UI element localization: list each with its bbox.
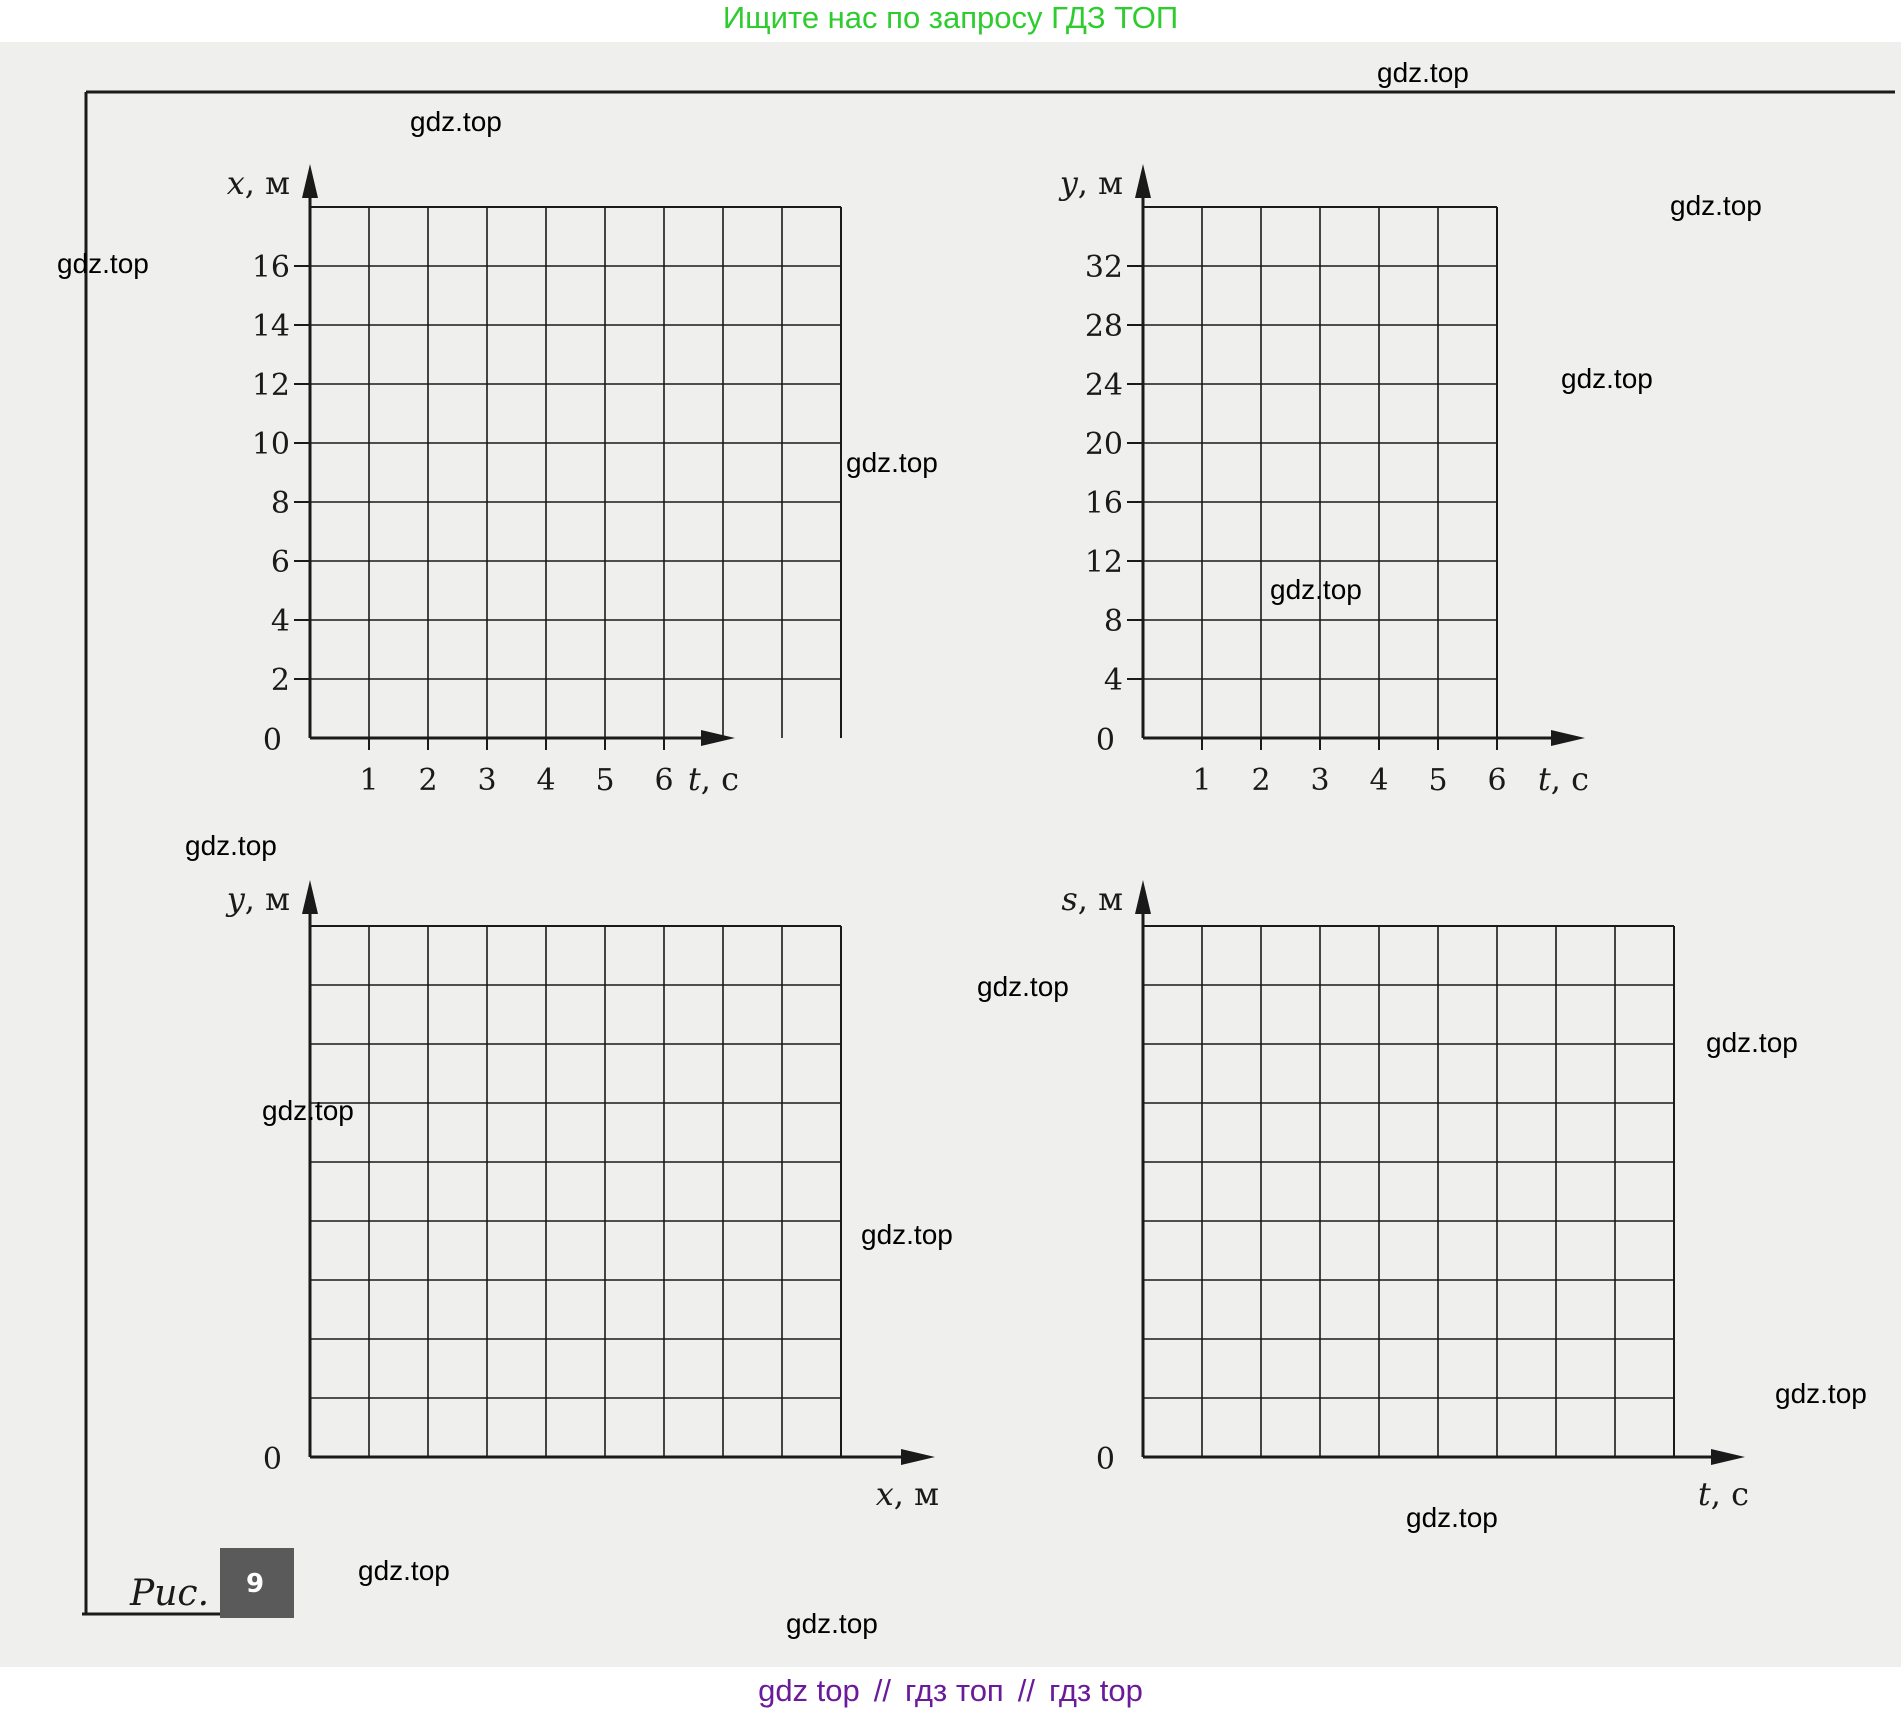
- x-axis-variable: t: [687, 760, 701, 798]
- watermark: gdz.top: [262, 1095, 354, 1126]
- origin-label: 0: [1095, 723, 1115, 758]
- watermark: gdz.top: [1377, 57, 1469, 88]
- y-tick-label: 6: [270, 545, 290, 580]
- y-axis-label: [1058, 164, 1123, 202]
- y-axis-arrow: [302, 164, 318, 198]
- x-tick-label: 5: [595, 763, 615, 798]
- x-axis-unit: , с: [700, 760, 739, 798]
- x-axis-arrow: [901, 1449, 935, 1465]
- y-tick-label: 16: [251, 250, 290, 285]
- x-axis-arrow: [1711, 1449, 1745, 1465]
- x-tick-label: 1: [1192, 763, 1212, 798]
- watermark: gdz.top: [410, 106, 502, 137]
- watermark: gdz.top: [57, 248, 149, 279]
- watermark: gdz.top: [846, 447, 938, 478]
- y-axis-variable: y: [1059, 164, 1078, 202]
- watermark: gdz.top: [1670, 190, 1762, 221]
- x-tick-label: 3: [1310, 763, 1330, 798]
- x-axis-arrow: [701, 730, 735, 746]
- x-axis-label: [1698, 1475, 1749, 1513]
- bottom-banner: [0, 1672, 1901, 1710]
- figure-number: 9: [246, 1569, 265, 1599]
- y-tick-label: 8: [1103, 604, 1123, 639]
- x-tick-label: 1: [359, 763, 379, 798]
- y-tick-label: 14: [251, 309, 290, 344]
- chart-1: [227, 164, 841, 798]
- x-tick-label: 4: [536, 763, 556, 798]
- y-tick-label: 12: [1084, 545, 1123, 580]
- chart-4: [1061, 880, 1749, 1513]
- bottom-banner-text-2: гдз топ: [905, 1673, 1004, 1708]
- watermark: gdz.top: [1706, 1027, 1798, 1058]
- x-tick-label: 4: [1369, 763, 1389, 798]
- x-axis-unit: , м: [893, 1475, 939, 1513]
- y-axis-variable: s: [1061, 880, 1078, 918]
- y-tick-label: 20: [1084, 427, 1123, 462]
- origin-label: 0: [262, 723, 282, 758]
- watermark: gdz.top: [977, 971, 1069, 1002]
- x-tick-label: 5: [1428, 763, 1448, 798]
- x-tick-label: 2: [1251, 763, 1271, 798]
- textbook-page: [0, 42, 1901, 1667]
- y-axis-variable: x: [226, 164, 245, 202]
- x-tick-label: 2: [418, 763, 438, 798]
- y-axis-unit: , м: [244, 164, 290, 202]
- y-axis-unit: , м: [244, 880, 290, 918]
- bottom-banner-separator-2: //: [1017, 1673, 1035, 1708]
- x-axis-variable: x: [875, 1475, 894, 1513]
- x-axis-unit: , с: [1550, 760, 1589, 798]
- y-axis-arrow: [1135, 164, 1151, 198]
- watermark: gdz.top: [786, 1608, 878, 1639]
- watermark: gdz.top: [861, 1219, 953, 1250]
- origin-label: 0: [1095, 1442, 1115, 1477]
- y-tick-label: 24: [1084, 368, 1123, 403]
- bottom-banner-separator-1: //: [873, 1673, 892, 1708]
- x-tick-label: 6: [1487, 763, 1507, 798]
- y-tick-label: 8: [270, 486, 290, 521]
- watermark: gdz.top: [358, 1555, 450, 1586]
- figure-9: [0, 42, 1901, 1667]
- chart-3: [225, 880, 939, 1513]
- top-banner: Ищите нас по запросу ГДЗ ТОП: [722, 0, 1179, 35]
- y-axis-label: [225, 880, 290, 918]
- y-axis-variable: y: [226, 880, 245, 918]
- y-tick-label: 10: [251, 427, 290, 462]
- x-axis-unit: , с: [1710, 1475, 1749, 1513]
- x-tick-label: 3: [477, 763, 497, 798]
- y-tick-label: 2: [270, 663, 290, 698]
- bottom-banner-text-1: gdz top: [758, 1673, 860, 1708]
- origin-label: 0: [262, 1442, 282, 1477]
- x-axis-label: [688, 760, 739, 798]
- x-axis-arrow: [1551, 730, 1585, 746]
- y-tick-label: 32: [1084, 250, 1123, 285]
- chart-2: [1058, 164, 1589, 798]
- y-axis-label: [227, 164, 290, 202]
- y-tick-label: 28: [1084, 309, 1123, 344]
- watermark: gdz.top: [1270, 574, 1362, 605]
- figure-caption-label: Рис.: [130, 1573, 210, 1614]
- y-tick-label: 12: [251, 368, 290, 403]
- x-axis-label: [876, 1475, 939, 1513]
- x-axis-label: [1538, 760, 1589, 798]
- y-tick-label: 4: [1103, 663, 1123, 698]
- x-tick-label: 6: [654, 763, 674, 798]
- y-axis-arrow: [1135, 880, 1151, 914]
- watermark: gdz.top: [1406, 1502, 1498, 1533]
- y-axis-arrow: [302, 880, 318, 914]
- y-tick-label: 4: [270, 604, 290, 639]
- y-axis-unit: , м: [1077, 880, 1123, 918]
- y-axis-label: [1061, 880, 1123, 918]
- watermark: gdz.top: [185, 830, 277, 861]
- watermark: gdz.top: [1775, 1378, 1867, 1409]
- figure-caption: [129, 1548, 294, 1618]
- x-axis-variable: t: [1697, 1475, 1711, 1513]
- watermark: gdz.top: [1561, 363, 1653, 394]
- x-axis-variable: t: [1537, 760, 1551, 798]
- y-tick-label: 16: [1084, 486, 1123, 521]
- y-axis-unit: , м: [1077, 164, 1123, 202]
- bottom-banner-text-3: гдз top: [1048, 1673, 1143, 1708]
